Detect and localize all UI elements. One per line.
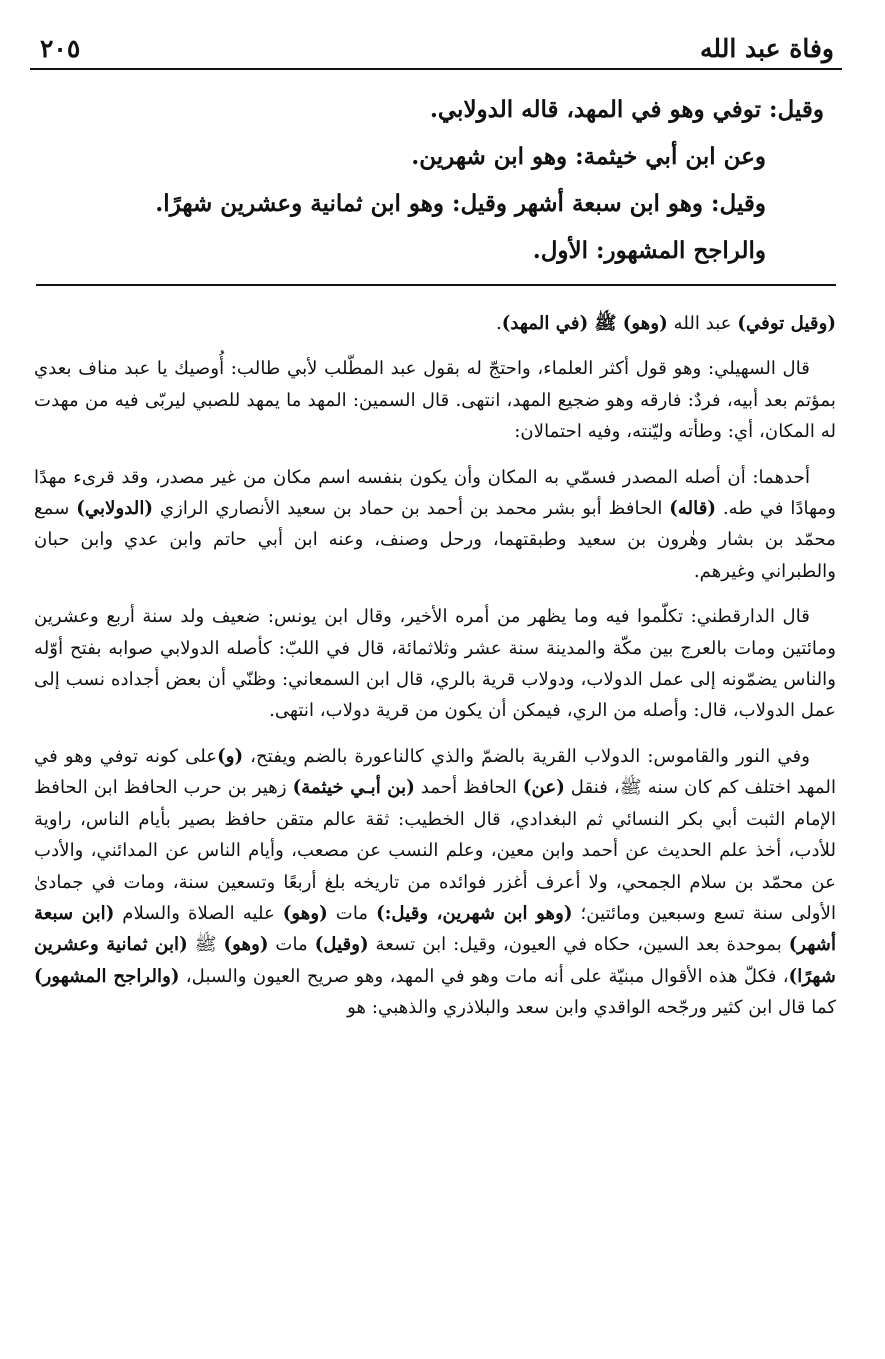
commentary-text: على كونه توفي وهو في المهد اختلف كم كان سنه ﷺ، فنقل — [34, 745, 837, 799]
commentary-text: كما قال ابن كثير ورجّحه الواقدي وابن سعد والبلاذري والذهبي: هو — [347, 997, 836, 1019]
commentary-text: عبد الله — [667, 313, 738, 334]
commentary — [30, 308, 842, 1024]
commentary-paragraph — [34, 741, 836, 1024]
commentary-paragraph: قال الدارقطني: تكلّموا فيه وما يظهر من أمره الأخير، وقال ابن يونس: ضعيف ولد سنة أربع وعشرين ومائتين ومات بالعرج بين مكّة والمدينة سنة عشر وثلاثمائة، قال في اللبّ: كأصله الدولابي صوابه بفتح أوّله والناس يضمّونه إلى عمل الدولاب، ودولاب قرية بالري، قال ابن السمعاني: وظنّي أن بعض أجداده نسب إلى عمل الدولاب، قال: وأصله من الري، فيمكن أن يكون من قرية دولاب، انتهى. — [34, 606, 836, 722]
page-header — [30, 28, 842, 70]
commentary-text: بموحدة بعد السين، حكاه في العيون، وقيل: ابن تسعة — [368, 934, 789, 956]
commentary-text: الحافظ أبو بشر محمد بن أحمد بن حماد بن سعيد الأنصاري الرازي — [153, 498, 670, 520]
quoted-text: (وهو) — [282, 902, 328, 924]
main-text-line: وقيل: توفي وهو في المهد، قاله الدولابي. — [429, 96, 824, 123]
commentary-text: عليه الصلاة والسلام — [114, 902, 283, 924]
commentary-text: ، فكلّ هذه الأقوال مبنيّة على أنه مات وهو في المهد، وهو صريح العيون والسبل، — [179, 965, 789, 987]
commentary-text: وفي النور والقاموس: الدولاب القرية بالضمّ والذي كالناعورة بالضم ويفتح، — [243, 745, 810, 767]
commentary-paragraph — [34, 462, 836, 588]
quoted-text: (بن أبـي خيثمة) — [292, 777, 415, 799]
main-text-line: والراجح المشهور: الأول. — [532, 237, 766, 264]
main-text — [30, 96, 842, 265]
quoted-text: (عن) — [522, 777, 565, 799]
quoted-text: (ابن سبعة أشهر) — [34, 902, 837, 956]
commentary-text: زهير بن حرب الحافظ ابن الحافظ الإمام الثبت أبي بكر النسائي ثم البغدادي، قال الخطيب: ثقة عالم متقن حافظ بصير بأيام الناس، راوية للأدب، أخذ علم الحديث عن أحمد وابن معين، وعلم النسب عن مصعب، وأيام الناس عن المدائني، والأدب عن محمّد بن سلام الجمحي، ولا أعرف أغزر فوائده من تاريخه بلغ أربعًا وتسعين سنة، ومات في جمادىٰ الأولى سنة تسع وسبعين ومائتين؛ — [34, 777, 837, 924]
section-divider — [36, 284, 836, 286]
quoted-text: (وقيل توفي) — [737, 313, 836, 334]
page-number: ٢٠٥ — [40, 34, 81, 63]
main-text-line: وقيل: وهو ابن سبعة أشهر وقيل: وهو ابن ثمانية وعشرين شهرًا. — [155, 190, 766, 217]
commentary-text: مات — [327, 902, 377, 924]
quoted-text: (والراجح المشهور) — [34, 965, 180, 987]
quoted-text: (وهو) ﷺ (في المهد) — [501, 313, 668, 334]
commentary-text: أحدهما: أن أصله المصدر فسمّي به المكان وأن يكون بنفسه اسم مكان من غير مصدر، وقد قرىء مهدًا ومهادًا في طه. — [34, 466, 836, 520]
quoted-text: (وقيل) — [314, 934, 369, 956]
quoted-text: (وهو) — [223, 934, 269, 956]
quoted-text: (وهو ابن شهرين، وقيل:) — [376, 902, 573, 924]
running-title: وفاة عبد الله — [700, 34, 834, 63]
main-text-line: وعن ابن أبي خيثمة: وهو ابن شهرين. — [411, 143, 766, 170]
commentary-text: الحافظ أحمد — [414, 777, 523, 799]
commentary-text: سمع محمّد بن بشار وهٰرون بن سعيد وطبقتهما، ورحل وصنف، وعنه ابن أبي حاتم وابن عدي وابن حبان والطبراني وغيرهم. — [34, 498, 836, 582]
quoted-text: (قاله) — [669, 498, 716, 520]
commentary-text: ﷺ — [187, 934, 224, 956]
quoted-text: (و) — [217, 745, 244, 767]
book-page — [30, 28, 842, 1328]
commentary-paragraph — [34, 308, 836, 339]
commentary-text: . — [495, 313, 502, 334]
quoted-text: (الدولابي) — [76, 498, 154, 520]
commentary-text: مات — [268, 934, 315, 956]
quoted-text: (ابن ثمانية وعشرين شهرًا) — [34, 934, 836, 987]
commentary-paragraph: قال السهيلي: وهو قول أكثر العلماء، واحتجّ له بقول عبد المطّلب لأبي طالب: أُوصيك يا عبد مناف بعدي بمؤتم بعد أبيه، فردٌ: فارقه وهو ضجيع المهد، انتهى. قال السمين: المهد ما يمهد للصبي ليربّى فيه من مهدت له المكان، أي: وطأته وليّنته، وفيه احتمالان: — [34, 358, 836, 443]
